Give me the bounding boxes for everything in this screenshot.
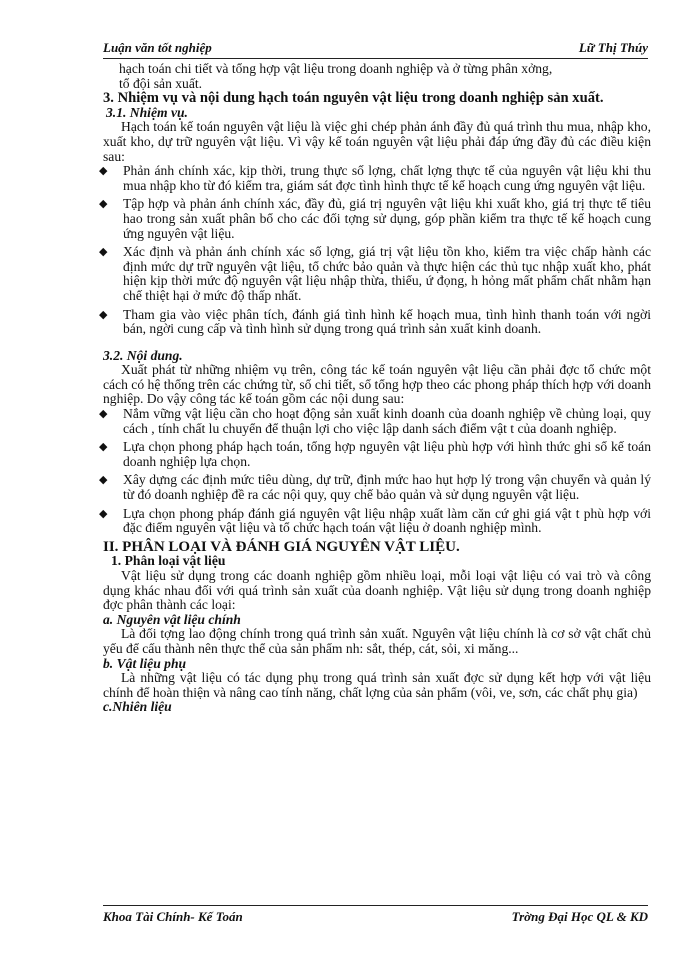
intro-continuation <box>103 62 651 91</box>
diamond-bullet-icon: ◆ <box>99 246 108 259</box>
section-3-1-paragraph: Hạch toán kế toán nguyên vật liệu là việc ghi chép phản ánh đầy đủ quá trình thu mua, nhập kho, xuất kho, dự trữ nguyên vật liệu. Vì vậy kế toán nguyên vật liệu phải đáp ứng đầy đủ các điều kiện sau: <box>103 119 651 164</box>
section-3-1-heading: 3.1. Nhiệm vụ. <box>106 104 188 120</box>
list-item: ◆ Tập hợp và phản ánh chính xác, đầy đủ, giá trị nguyên vật liệu khi xuất kho, giá trị thực tế tiêu hao trong sản xuất phân bổ cho các đối tợng sử dụng, góp phần kiểm tra thực tế kế hoạch cung ứng nguyên vật liệu. <box>99 196 651 241</box>
page-header <box>103 40 648 59</box>
intro-line-1: hạch toán chi tiết và tổng hợp vật liệu trong doanh nghiệp và ở từng phân xởng, <box>119 61 553 76</box>
subsection-a-paragraph: Là đối tợng lao động chính trong quá trình sản xuất. Nguyên vật liệu chính là cơ sở vật chất chủ yếu để cấu thành nên thực thể của sản phẩm nh: sắt, thép, cát, sỏi, xi măng... <box>103 626 651 656</box>
footer-faculty-label: Khoa Tài Chính- Kế Toán <box>103 909 243 924</box>
list-item: ◆ Nắm vững vật liệu cần cho hoạt động sản xuất kinh doanh của doanh nghiệp về chủng loại, quy cách , tính chất lu chuyển để thuận lợi cho việc lập danh sách điểm vật t của doanh nghiệp. <box>99 406 651 436</box>
section-3-2-paragraph: Xuất phát từ những nhiệm vụ trên, công tác kế toán nguyên vật liệu cần phải đợc tổ chức một cách có hệ thống trên các chứng từ, sổ chi tiết, sổ tổng hợp theo các phong pháp thích hợp với doanh nghiệp. Do vậy công tác kế toán gồm các nội dung sau: <box>103 362 651 407</box>
section-3-heading: 3. Nhiệm vụ và nội dung hạch toán nguyên vật liệu trong doanh nghiệp sản xuất. <box>103 90 604 107</box>
subsection-b-paragraph: Là những vật liệu có tác dụng phụ trong quá trình sản xuất đợc sử dụng kết hợp với vật liệu chính để hoàn thiện và nâng cao tính năng, chất lợng của sản phẩm (vôi, ve, sơn, các chất phụ gia) <box>103 670 651 700</box>
section-ii-heading: II. PHÂN LOẠI VÀ ĐÁNH GIÁ NGUYÊN VẬT LIỆU. <box>103 538 460 555</box>
subsection-a-heading: a. Nguyên vật liệu chính <box>103 611 241 627</box>
diamond-bullet-icon: ◆ <box>99 165 108 178</box>
diamond-bullet-icon: ◆ <box>99 474 108 487</box>
header-author-name: Lữ Thị Thúy <box>578 40 648 55</box>
diamond-bullet-icon: ◆ <box>99 441 108 454</box>
header-thesis-label: Luận văn tốt nghiệp <box>103 40 212 55</box>
section-1-paragraph: Vật liệu sử dụng trong các doanh nghiệp gồm nhiều loại, mỗi loại vật liệu có vai trò và công dụng khác nhau đối với quá trình sản xuất của doanh nghiệp. Vật liệu sử dụng trong doanh nghiệp đợc phân thành các loại: <box>103 568 651 613</box>
diamond-bullet-icon: ◆ <box>99 308 108 321</box>
list-item: ◆ Xây dựng các định mức tiêu dùng, dự trữ, định mức hao hụt hợp lý trong vận chuyển và quản lý từ đó doanh nghiệp đề ra các nội quy, quy chế bảo quản và sử dụng nguyên vật liệu. <box>99 472 651 503</box>
page-footer <box>103 905 648 926</box>
list-item: ◆ Lựa chọn phong pháp đánh giá nguyên vật liệu nhập xuất làm căn cứ ghi giá vật t phù hợp với đặc điểm nguyên vật liệu và tổ chức hạch toán vật liệu ở doanh nghiệp mình. <box>99 505 651 536</box>
section-1-heading: 1. Phân loại vật liệu <box>111 553 226 569</box>
section-3-1-bullet-list <box>99 163 651 337</box>
page-body <box>99 61 651 715</box>
diamond-bullet-icon: ◆ <box>99 198 108 211</box>
list-item: ◆ Lựa chọn phong pháp hạch toán, tổng hợp nguyên vật liệu phù hợp với hình thức ghi sổ kế toán doanh nghiệp lựa chọn. <box>99 439 651 469</box>
section-3-2-bullet-list <box>99 406 651 536</box>
footer-university-label: Trờng Đại Học QL & KD <box>511 909 648 924</box>
section-3-2-heading: 3.2. Nội dung. <box>103 347 183 363</box>
subsection-b-heading: b. Vật liệu phụ <box>103 655 187 671</box>
list-item: ◆ Xác định và phản ánh chính xác số lợng, giá trị vật liệu tồn kho, kiểm tra việc chấp hành các định mức dự trữ nguyên vật liệu, tổ chức bảo quản và thực hiện các thủ tục nhập xuất kho, phát hiện kịp thời mức độ nguyên vật liệu nhập thừa, thiếu, ứ đọng, h hỏng mất phẩm chất nhằm hạn chế thiệt hại ở mức độ thấp nhất. <box>99 244 651 303</box>
intro-line-2: tổ đội sản xuất. <box>119 75 203 91</box>
subsection-c-heading: c.Nhiên liệu <box>103 699 172 715</box>
list-item: ◆ Phản ánh chính xác, kịp thời, trung thực số lợng, chất lợng thực tế của nguyên vật liệu khi thu mua nhập kho từ đó kiểm tra, giám sát đợc tình hình thực tế kế hoạch cung ứng nguyên vật liệu. <box>99 163 651 193</box>
diamond-bullet-icon: ◆ <box>99 408 108 421</box>
diamond-bullet-icon: ◆ <box>99 507 108 520</box>
list-item: ◆ Tham gia vào việc phân tích, đánh giá tình hình kế hoạch mua, tình hình thanh toán với ngời bán, ngời cung cấp và tình hình sử dụng trong quá trình sản xuất kinh doanh. <box>99 306 651 337</box>
